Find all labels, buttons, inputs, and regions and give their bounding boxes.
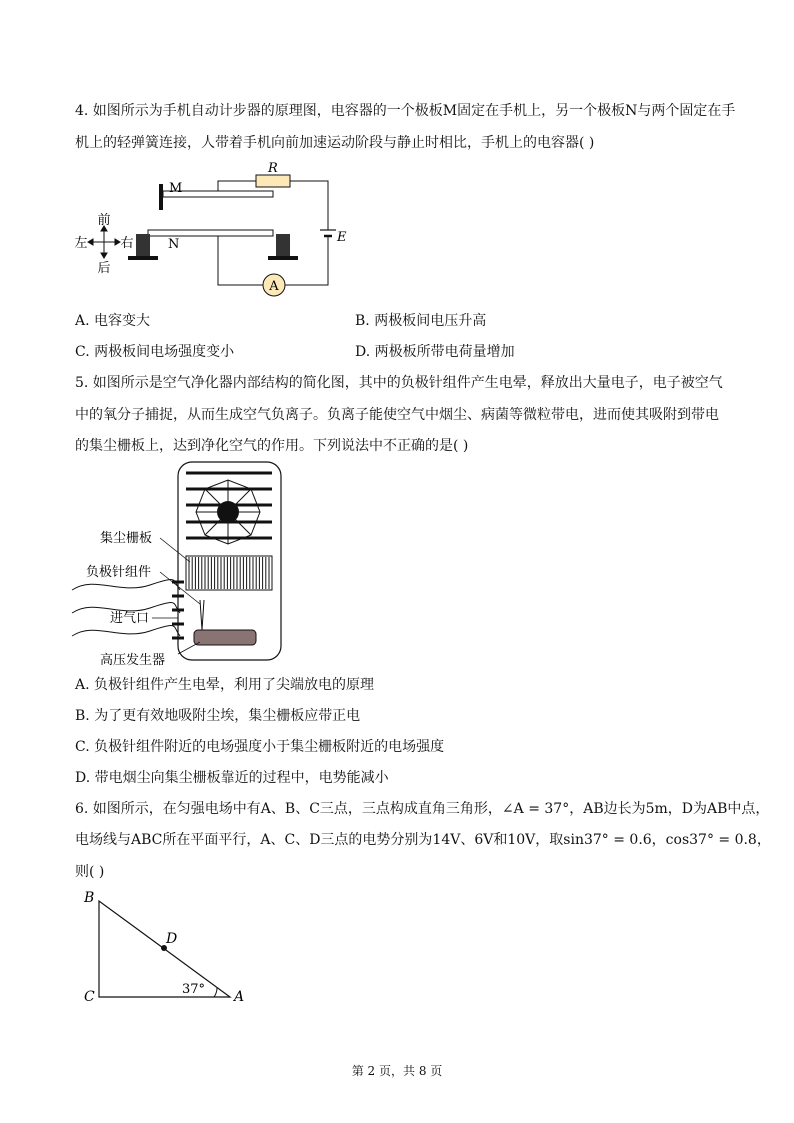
inlet-label: 进气口	[110, 611, 150, 626]
q4-stem-line2: 机上的轻弹簧连接，人带着手机向前加速运动阶段与静止时相比，手机上的电容器( )	[75, 135, 595, 151]
page-footer: 第 2 页，共 8 页	[351, 1064, 443, 1078]
ammeter-label: A	[269, 279, 279, 294]
dir-left-label: 左	[74, 236, 88, 251]
vertex-c-label: C	[84, 989, 95, 1005]
dir-back-label: 后	[97, 261, 111, 276]
plate-n-label: N	[168, 237, 180, 252]
q4-option-c[interactable]: C. 两极板间电场强度变小	[75, 344, 235, 360]
plate-m-label: M	[169, 181, 183, 196]
q5-option-d[interactable]: D. 带电烟尘向集尘栅板靠近的过程中，电势能减小	[75, 770, 389, 786]
dir-front-label: 前	[97, 213, 111, 228]
q6-stem-line2: 电场线与ABC所在平面平行，A、C、D三点的电势分别为14V、6V和10V，取sin37° = 0.6，cos37° = 0.8，	[75, 832, 771, 848]
emf-label: E	[337, 230, 347, 245]
q4-stem-line1: 4. 如图所示为手机自动计步器的原理图，电容器的一个极板M固定在手机上，另一个极板N与两个固定在手	[75, 103, 736, 119]
point-d-label: D	[166, 931, 178, 947]
q5-stem-line3: 的集尘栅板上，达到净化空气的作用。下列说法中不正确的是( )	[75, 438, 469, 454]
q6-stem-line1: 6. 如图所示，在匀强电场中有A、B、C三点，三点构成直角三角形，∠A = 37°，AB边长为5m，D为AB中点，	[75, 801, 770, 817]
q5-stem-line1: 5. 如图所示是空气净化器内部结构的简化图，其中的负极针组件产生电晕，释放出大量电子，电子被空气	[75, 375, 723, 391]
hv-generator-label: 高压发生器	[100, 653, 166, 668]
vertex-a-label: A	[234, 989, 245, 1005]
needle-label: 负极针组件	[86, 565, 152, 580]
dir-right-label: 右	[120, 236, 134, 251]
resistor-label: R	[268, 161, 278, 176]
q6-triangle-figure	[75, 885, 255, 1010]
angle-label: 37°	[182, 982, 206, 997]
q5-option-b[interactable]: B. 为了更有效地吸附尘埃，集尘栅板应带正电	[75, 708, 361, 724]
q4-option-d[interactable]: D. 两极板所带电荷量增加	[355, 344, 515, 360]
q6-stem-line3: 则( )	[75, 864, 105, 880]
q4-option-b[interactable]: B. 两极板间电压升高	[355, 313, 487, 329]
q4-option-a[interactable]: A. 电容变大	[75, 313, 151, 329]
q5-option-a[interactable]: A. 负极针组件产生电晕，利用了尖端放电的原理	[75, 677, 375, 693]
q5-stem-line2: 中的氧分子捕捉，从而生成空气负离子。负离子能使空气中烟尘、病菌等微粒带电，进而使其吸附到带电	[75, 407, 719, 423]
q5-option-c[interactable]: C. 负极针组件附近的电场强度小于集尘栅板附近的电场强度	[75, 739, 445, 755]
vertex-b-label: B	[84, 890, 95, 906]
q5-purifier-figure	[70, 458, 290, 668]
q4-circuit-figure	[70, 160, 360, 295]
collector-label: 集尘栅板	[100, 531, 153, 546]
